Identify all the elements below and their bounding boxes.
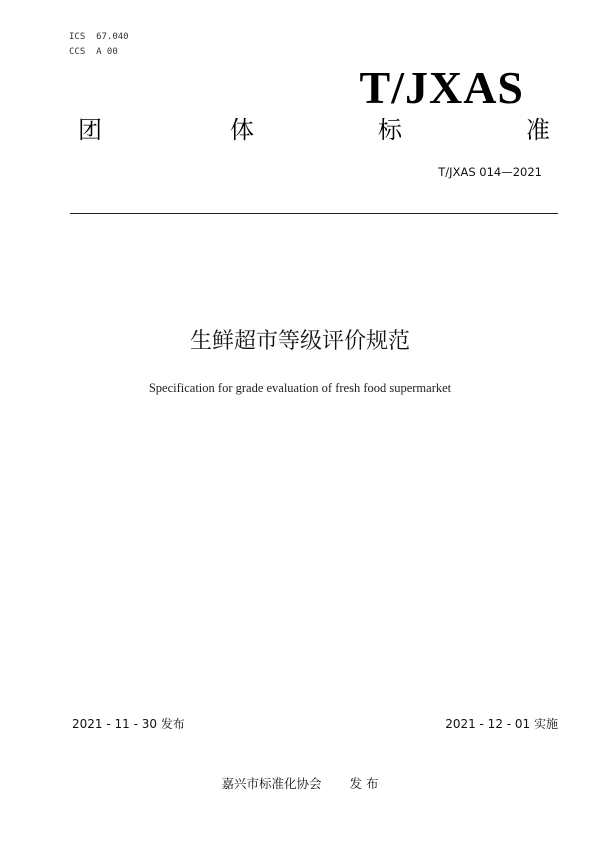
standard-type-heading — [78, 112, 552, 152]
document-title-chinese: 生鲜超市等级评价规范 — [189, 329, 410, 354]
standard-brand-logo: T/JXAS — [359, 62, 524, 113]
ics-code: ICS 67.040 — [69, 32, 129, 42]
standard-type-char-4: 准 — [526, 116, 550, 144]
issuer-organization: 嘉兴市标准化协会 — [221, 776, 322, 791]
classification-codes — [69, 30, 129, 60]
header-divider — [70, 213, 558, 214]
issuer-line — [0, 774, 600, 794]
ccs-code: CCS A 00 — [69, 47, 118, 57]
document-title-english: Specification for grade evaluation of fresh food supermarket — [148, 381, 452, 395]
standard-type-char-2: 体 — [230, 116, 254, 144]
standard-type-char-1: 团 — [78, 116, 102, 144]
publish-date: 2021 - 11 - 30 发布 — [72, 717, 185, 731]
standard-type-char-3: 标 — [378, 116, 402, 144]
implement-date: 2021 - 12 - 01 实施 — [445, 717, 558, 731]
issue-label: 发 布 — [349, 776, 379, 791]
standard-number: T/JXAS 014—2021 — [438, 165, 542, 179]
